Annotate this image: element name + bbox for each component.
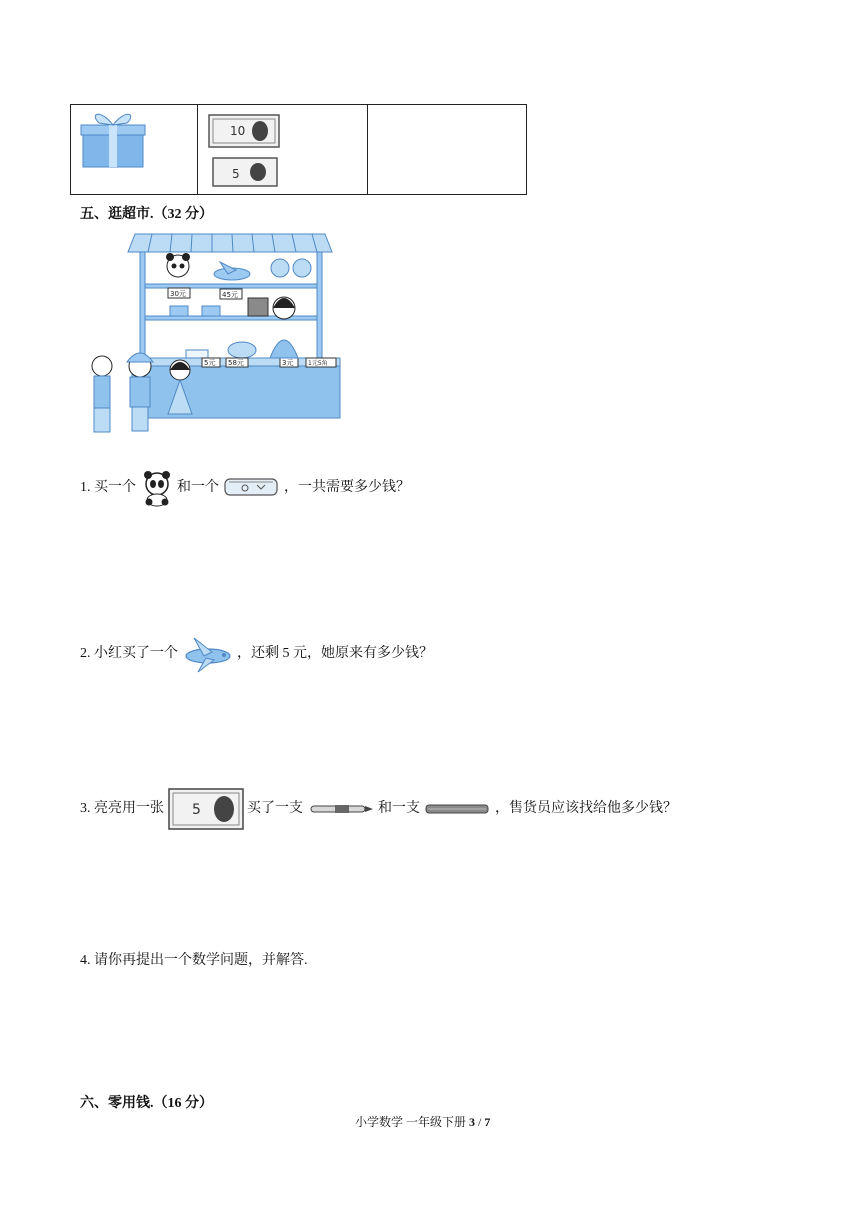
question-number: 1. <box>80 480 91 495</box>
question-text: ，一共需要多少钱？ <box>284 480 410 495</box>
note-value: 5 <box>191 802 201 818</box>
footer-total: 7 <box>484 1115 491 1129</box>
question-2 <box>80 634 433 674</box>
question-text: ，售货员应该找给他多少钱？ <box>495 801 677 816</box>
pencil-case-icon <box>223 476 281 500</box>
question-text: 和一个 <box>177 480 219 495</box>
price-tag: 1元5角 <box>308 360 328 367</box>
question-number: 4. <box>80 953 91 968</box>
price-tag: 30元 <box>170 290 186 298</box>
question-text: 买一个 <box>94 480 136 495</box>
note-value: 5 <box>232 167 240 181</box>
five-yuan-note-icon <box>212 157 278 187</box>
supermarket-illustration <box>80 226 342 441</box>
page-footer <box>355 1113 490 1130</box>
footer-subject: 小学数学 <box>355 1115 404 1129</box>
panda-icon <box>140 468 174 508</box>
footer-separator: / <box>475 1115 485 1129</box>
ten-yuan-note-icon <box>208 114 280 148</box>
question-text: 买了一支 <box>247 801 303 816</box>
section-6-heading: 六、零用钱.（16 分） <box>80 1096 213 1111</box>
section-5-heading: 五、逛超市.（32 分） <box>80 207 213 222</box>
question-text: ，还剩 5 元，她原来有多少钱？ <box>237 646 433 661</box>
question-4 <box>80 952 308 970</box>
question-1 <box>80 468 410 508</box>
gift-box-icon <box>79 107 149 169</box>
question-3 <box>80 788 677 830</box>
table-divider <box>197 105 198 194</box>
gift-price-table <box>70 104 527 195</box>
footer-grade: 一年级下册 <box>406 1115 467 1129</box>
toy-plane-icon <box>182 634 234 674</box>
question-text: 小红买了一个 <box>94 646 178 661</box>
question-number: 2. <box>80 646 91 661</box>
question-text: 请你再提出一个数学问题，并解答. <box>94 953 308 968</box>
table-divider <box>367 105 368 194</box>
pencil-icon <box>424 802 492 816</box>
question-text: 和一支 <box>378 801 420 816</box>
price-tag: 58元 <box>228 359 244 367</box>
pen-icon <box>307 802 375 816</box>
price-tag: 45元 <box>222 291 238 299</box>
price-tag: 5元 <box>204 359 216 367</box>
question-number: 3. <box>80 801 91 816</box>
note-value: 10 <box>230 124 246 138</box>
five-yuan-note-icon <box>168 788 244 830</box>
price-tag: 3元 <box>282 359 294 367</box>
footer-page: 3 <box>469 1115 476 1129</box>
question-text: 亮亮用一张 <box>94 801 164 816</box>
